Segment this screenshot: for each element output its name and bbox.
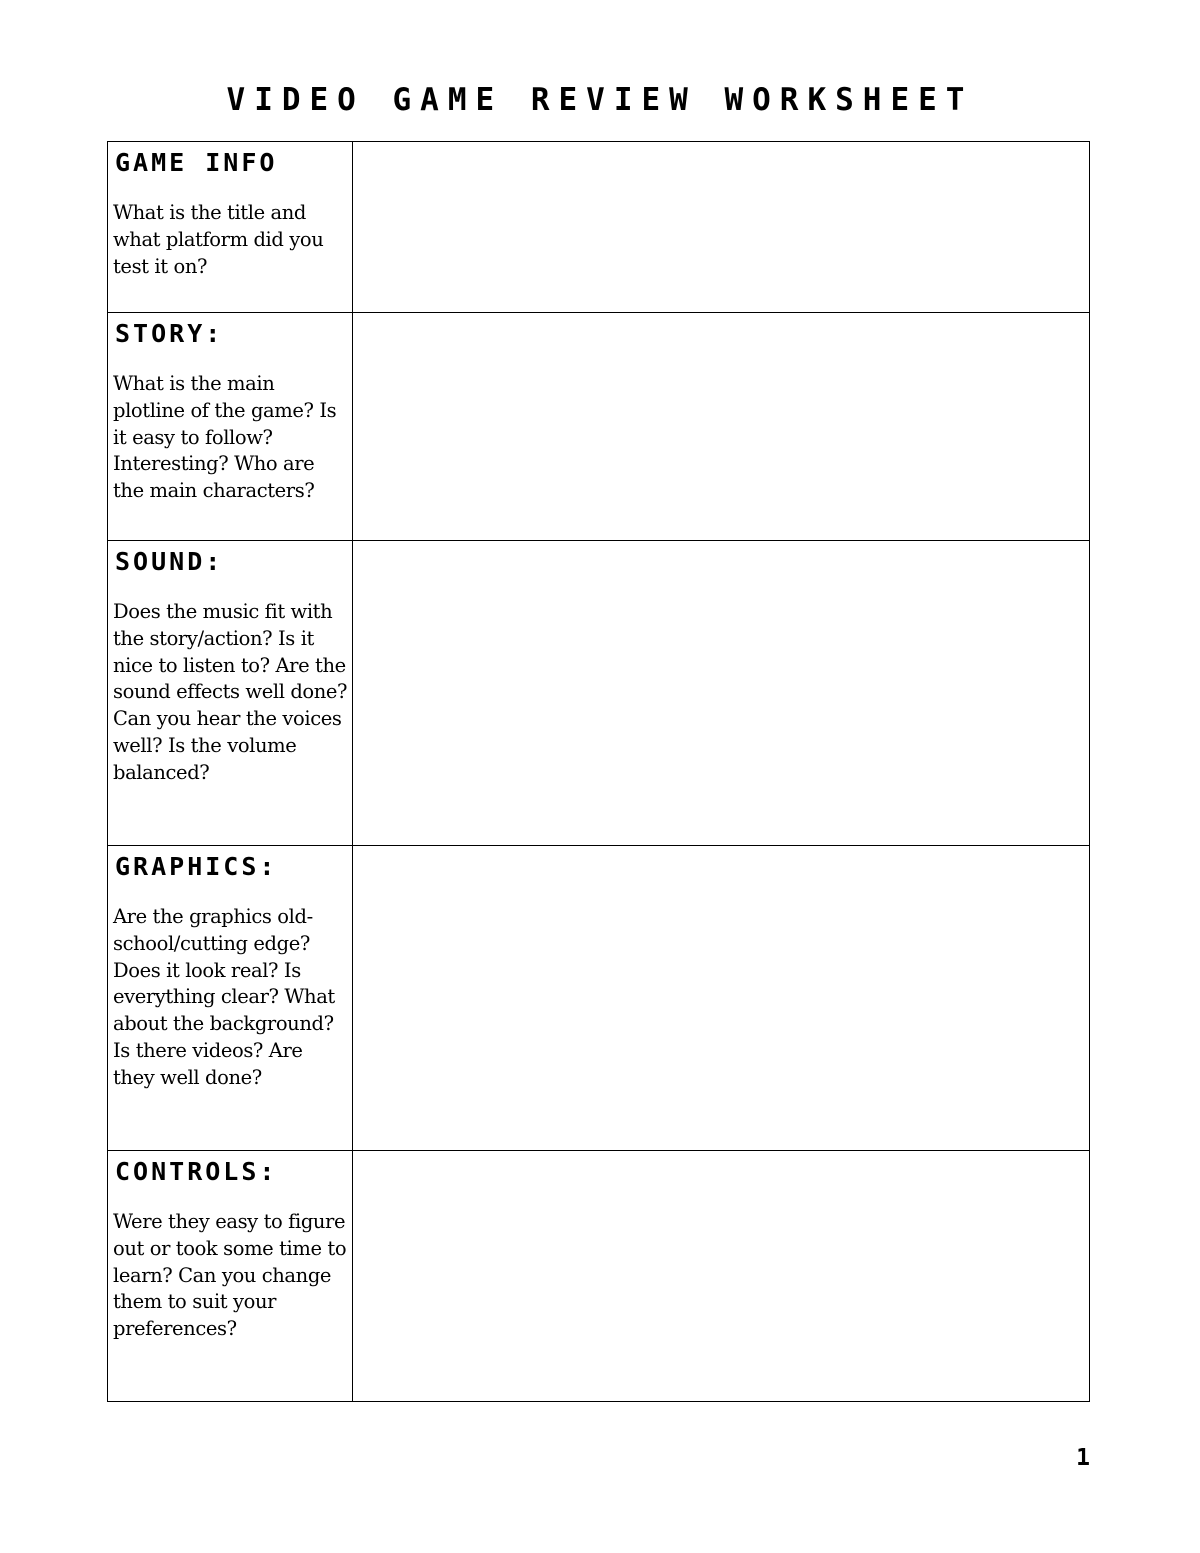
section-question-story: What is the main plotline of the game? Is it easy to follow? Interesting? Who are the main characters? <box>113 372 337 503</box>
table-row-story <box>108 313 1090 541</box>
answer-field-graphics[interactable] <box>353 846 1090 1151</box>
page-title: VIDEO GAME REVIEW WORKSHEET <box>226 82 974 118</box>
review-table <box>107 141 1090 1402</box>
page-number: 1 <box>1076 1445 1090 1471</box>
section-heading-sound: SOUND: <box>115 547 224 576</box>
prompt-cell-controls <box>108 1151 353 1402</box>
section-question-controls: Were they easy to figure out or took some time to learn? Can you change them to suit your preferences? <box>113 1210 347 1341</box>
prompt-cell-graphics <box>108 846 353 1151</box>
section-heading-story: STORY: <box>115 319 224 348</box>
section-heading-graphics: GRAPHICS: <box>115 852 278 881</box>
section-heading-controls: CONTROLS: <box>115 1157 278 1186</box>
section-heading-game-info: GAME INFO <box>115 148 278 177</box>
section-question-sound: Does the music fit with the story/action? Is it nice to listen to? Are the sound effects well done? Can you hear the voices well? Is the volume balanced? <box>113 600 348 784</box>
table-row-controls <box>108 1151 1090 1402</box>
section-question-game-info: What is the title and what platform did you test it on? <box>113 201 324 278</box>
answer-field-game-info[interactable] <box>353 142 1090 313</box>
prompt-cell-sound <box>108 541 353 846</box>
prompt-cell-game-info <box>108 142 353 313</box>
section-question-graphics: Are the graphics old-school/cutting edge? Does it look real? Is everything clear? What about the background? Is there videos? Are they well done? <box>113 905 335 1089</box>
answer-field-controls[interactable] <box>353 1151 1090 1402</box>
table-row-sound <box>108 541 1090 846</box>
table-row-graphics <box>108 846 1090 1151</box>
answer-field-story[interactable] <box>353 313 1090 541</box>
prompt-cell-story <box>108 313 353 541</box>
table-row-game-info <box>108 142 1090 313</box>
answer-field-sound[interactable] <box>353 541 1090 846</box>
